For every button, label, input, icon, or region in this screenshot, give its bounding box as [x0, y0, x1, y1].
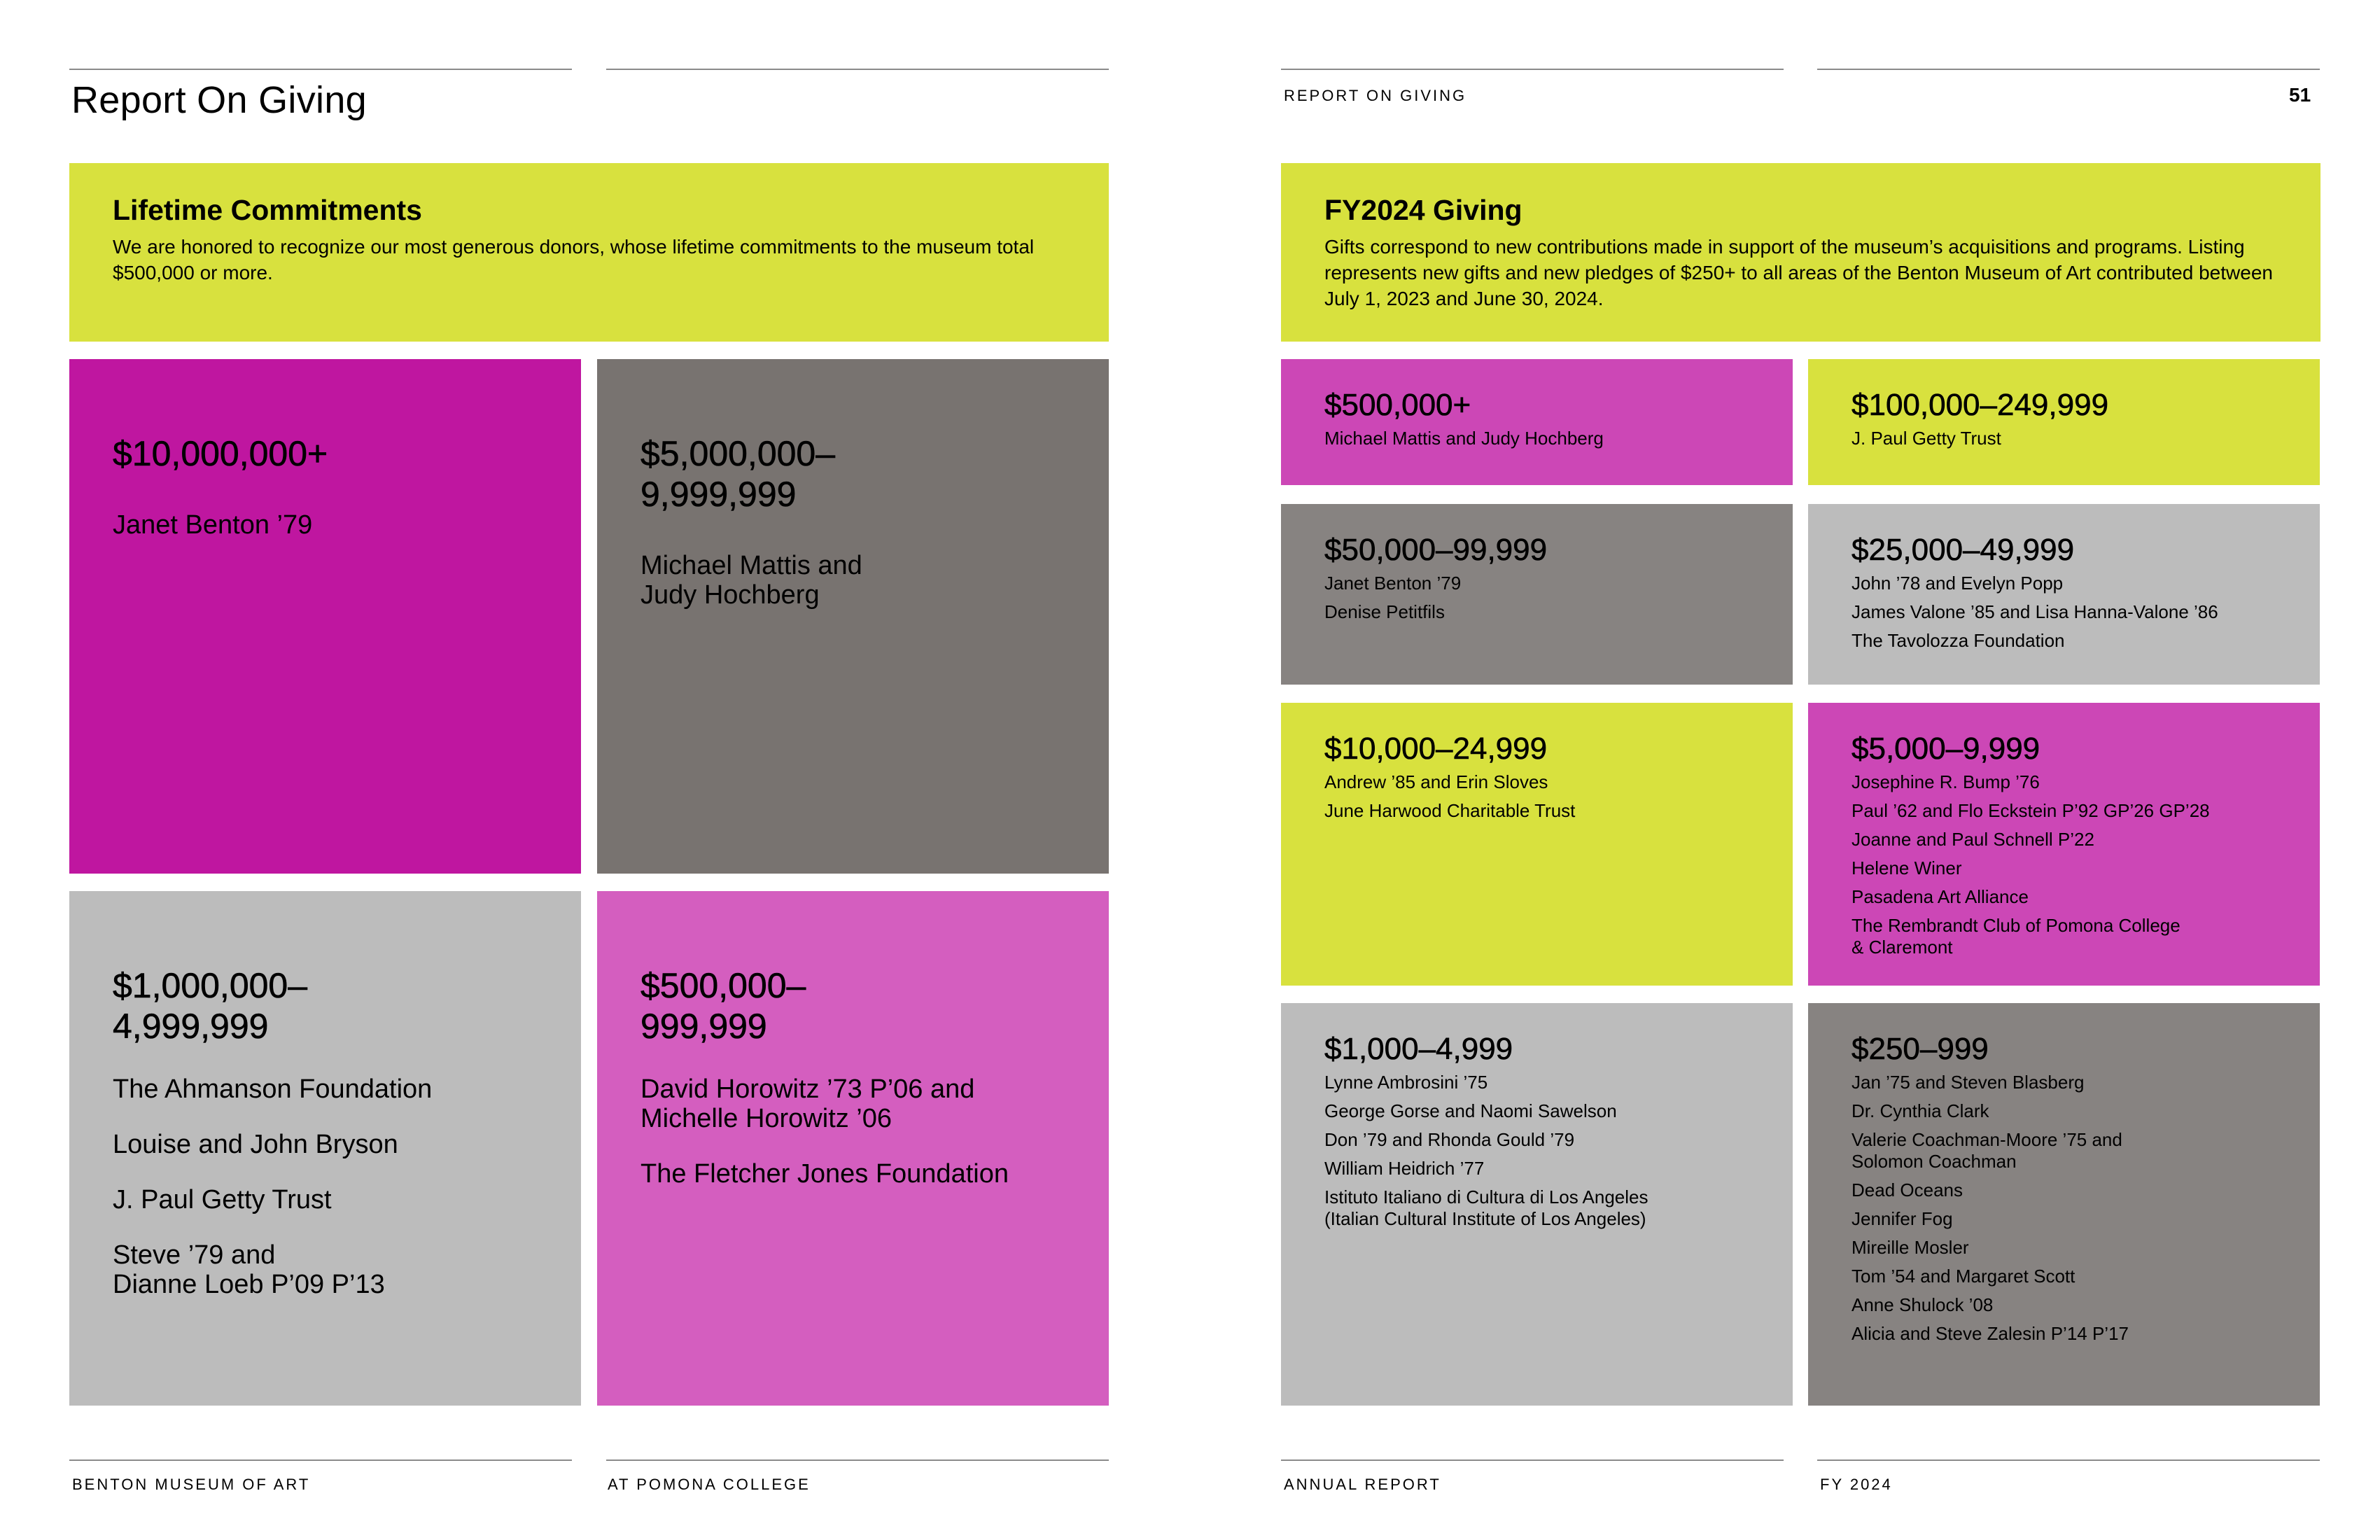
tier-amount: $500,000– 999,999	[640, 966, 806, 1046]
tier-card	[1281, 703, 1793, 986]
donor-name: The Tavolozza Foundation	[1851, 630, 2065, 651]
tier-amount: $5,000–9,999	[1851, 732, 2040, 766]
bottom-rule	[606, 1460, 1109, 1461]
donor-name: Paul ’62 and Flo Eckstein P’92 GP’26 GP’28	[1851, 800, 2210, 821]
tier-amount: $10,000–24,999	[1324, 732, 1548, 766]
section-heading: FY2024 Giving	[1324, 194, 1522, 226]
donor-name: Pasadena Art Alliance	[1851, 886, 2029, 907]
footer-annual-report: ANNUAL REPORT	[1284, 1476, 1441, 1493]
donor-name: Janet Benton ’79	[113, 510, 313, 540]
bottom-rule	[69, 1460, 572, 1461]
donor-name: Tom ’54 and Margaret Scott	[1851, 1266, 2076, 1287]
tier-amount: $1,000,000– 4,999,999	[113, 966, 308, 1046]
donor-name: Denise Petitfils	[1324, 601, 1445, 622]
tier-card	[597, 891, 1109, 1406]
donor-name: Jennifer Fog	[1851, 1208, 1953, 1229]
top-rule	[1281, 69, 1784, 70]
footer-fiscal-year: FY 2024	[1820, 1476, 1893, 1493]
donor-name: Dr. Cynthia Clark	[1851, 1100, 1989, 1121]
donor-name: John ’78 and Evelyn Popp	[1851, 573, 2064, 594]
tier-card	[597, 359, 1109, 874]
tier-card	[1808, 359, 2320, 485]
tier-card	[1281, 1003, 1793, 1406]
donor-name: J. Paul Getty Trust	[113, 1185, 332, 1214]
tier-amount: $5,000,000– 9,999,999	[640, 434, 836, 514]
donor-name: Helene Winer	[1851, 858, 1962, 878]
donor-name: Joanne and Paul Schnell P’22	[1851, 829, 2094, 850]
donor-name: Janet Benton ’79	[1324, 573, 1462, 594]
donor-name: Lynne Ambrosini ’75	[1324, 1072, 1488, 1093]
footer-museum: BENTON MUSEUM OF ART	[72, 1476, 311, 1493]
tier-card	[1281, 504, 1793, 685]
footer-college: AT POMONA COLLEGE	[608, 1476, 811, 1493]
top-rule	[606, 69, 1109, 70]
section-description: Gifts correspond to new contributions made in support of the museum’s acquisitions and programs. Listing represents new gifts and new pledges of $250+ to all areas of the Benton Museum of Art contributed between July 1, 2023 and June 30, 2024.	[1324, 236, 2273, 309]
donor-name: Anne Shulock ’08	[1851, 1294, 1994, 1315]
donor-name: The Rembrandt Club of Pomona College & Claremont	[1851, 915, 2180, 958]
donor-name: The Ahmanson Foundation	[113, 1074, 433, 1104]
donor-name: David Horowitz ’73 P’06 and Michelle Horowitz ’06	[640, 1074, 975, 1133]
tier-amount: $50,000–99,999	[1324, 533, 1548, 567]
tier-card	[1808, 504, 2320, 685]
donor-name: The Fletcher Jones Foundation	[640, 1159, 1009, 1189]
running-head: REPORT ON GIVING	[1284, 87, 1467, 104]
page-title: Report On Giving	[71, 79, 367, 121]
section-heading: Lifetime Commitments	[113, 194, 422, 226]
section-description: We are honored to recognize our most generous donors, whose lifetime commitments to the museum total $500,000 or more.	[113, 236, 1035, 284]
tier-amount: $1,000–4,999	[1324, 1032, 1513, 1066]
donor-name: Don ’79 and Rhonda Gould ’79	[1324, 1129, 1575, 1150]
tier-card	[1808, 703, 2320, 986]
donor-name: Steve ’79 and Dianne Loeb P’09 P’13	[113, 1240, 385, 1299]
donor-name: Michael Mattis and Judy Hochberg	[1324, 428, 1604, 449]
fy2024-giving-intro	[1281, 163, 2320, 342]
tier-card	[69, 359, 581, 874]
tier-amount: $500,000+	[1324, 388, 1471, 422]
tier-card	[1281, 359, 1793, 485]
tier-card	[69, 891, 581, 1406]
page-number: 51	[2289, 84, 2311, 106]
tier-amount: $100,000–249,999	[1851, 388, 2109, 422]
donor-name: Josephine R. Bump ’76	[1851, 771, 2040, 792]
donor-name: Alicia and Steve Zalesin P’14 P’17	[1851, 1323, 2129, 1344]
donor-name: Istituto Italiano di Cultura di Los Angeles (Italian Cultural Institute of Los Angeles)	[1324, 1186, 1648, 1229]
lifetime-commitments-intro	[69, 163, 1109, 342]
donor-name: James Valone ’85 and Lisa Hanna-Valone ’86	[1851, 601, 2218, 622]
donor-name: Dead Oceans	[1851, 1180, 1963, 1200]
bottom-rule	[1281, 1460, 1784, 1461]
donor-name: Jan ’75 and Steven Blasberg	[1851, 1072, 2085, 1093]
donor-name: June Harwood Charitable Trust	[1324, 800, 1576, 821]
tier-amount: $250–999	[1851, 1032, 1989, 1066]
top-rule	[69, 69, 572, 70]
donor-name: Andrew ’85 and Erin Sloves	[1324, 771, 1548, 792]
donor-name: Valerie Coachman-Moore ’75 and Solomon Coachman	[1851, 1129, 2122, 1172]
top-rule	[1817, 69, 2320, 70]
tier-amount: $25,000–49,999	[1851, 533, 2075, 567]
tier-card	[1808, 1003, 2320, 1406]
donor-name: Louise and John Bryson	[113, 1130, 398, 1159]
donor-name: Michael Mattis and Judy Hochberg	[640, 551, 862, 610]
donor-name: J. Paul Getty Trust	[1851, 428, 2001, 449]
donor-name: George Gorse and Naomi Sawelson	[1324, 1100, 1617, 1121]
tier-amount: $10,000,000+	[113, 434, 328, 473]
donor-name: William Heidrich ’77	[1324, 1158, 1485, 1179]
bottom-rule	[1817, 1460, 2320, 1461]
donor-name: Mireille Mosler	[1851, 1237, 1969, 1258]
